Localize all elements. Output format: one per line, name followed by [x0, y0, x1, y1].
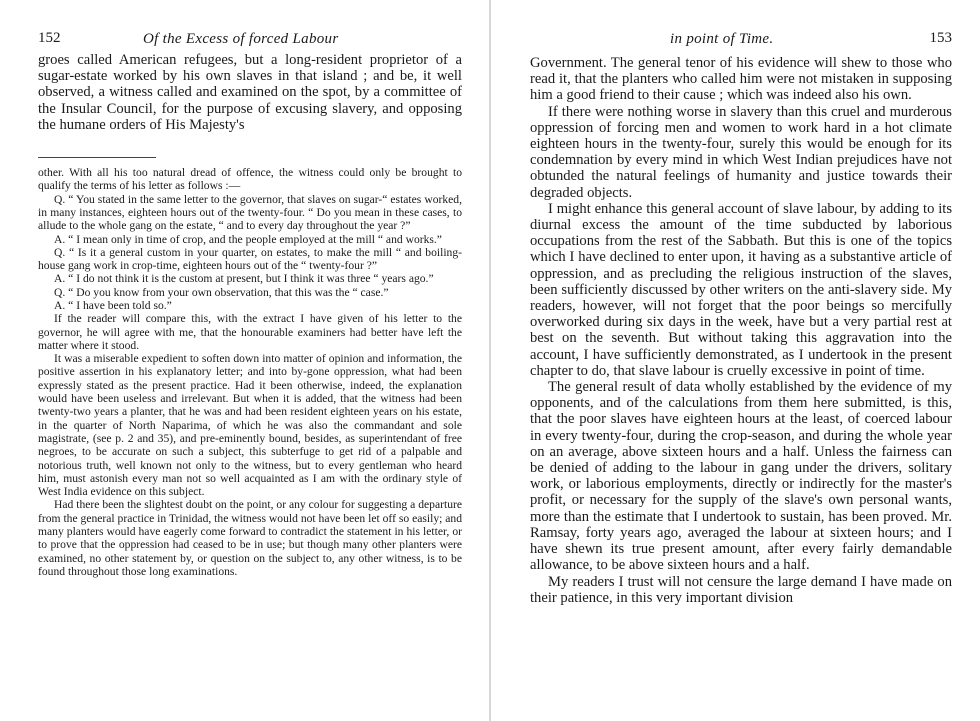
- footnote-question: Q. “ Is it a general custom in your quarter, on estates, to make the mill “ and boiling-house gang work in crop-time, eighteen hours out of the “ twenty-four ?”: [38, 245, 462, 273]
- footnote-paragraph: other. With all his too natural dread of offence, the witness could only be brought to qualify the terms of his letter as follows :—: [38, 166, 462, 193]
- paragraph: I might enhance this general account of slave labour, by adding to its diurnal excess the amount of the time subducted by laborious occupations from the rest of the Sabbath. But this is one of the topics which I have declined to enter upon, it having as a substantive article of oppression, and as precluding the religious instruction of the slaves, been sufficiently discussed by other writers on the anti-slavery side. My readers, however, will not forget that the poor beings so mercifully overworked during six days in the week, have but a very partial rest at best on the seventh. But without taking this aggravation into the account, I have sufficiently demonstrated, as I undertook in the present chapter to do, that slave labour is cruelly excessive in point of time.: [530, 200, 952, 379]
- running-head: in point of Time.: [670, 31, 774, 47]
- footnote-answer: A. “ I have been told so.”: [54, 298, 172, 312]
- left-page-header: [38, 30, 462, 52]
- page-number: 152: [38, 30, 61, 46]
- footnote-paragraph: It was a miserable expedient to soften down into matter of opinion and information, the positive assertion in his explanatory letter; and into by-gone oppression, what had been expressly stated as the present practice. Had it been otherwise, indeed, the explanation would have been useless and irrelevant. But when it is added, that the witness had been twenty-two years a planter, that he was and had been resident eighteen years on his estate, in the quarter of North Naparima, of which he was also the commandant and sole magistrate, (see p. 2 and 35), and pre-eminently bound, besides, as superintendant of free negroes, to be accurate on such a subject, this subterfuge to get rid of a palpable and notorious truth, well known not only to the witness, but to every gentleman who heard him, must astonish every man not so well acquainted as I am with the ordinary style of West India evidence on this subject.: [38, 352, 462, 499]
- right-body-text: [530, 55, 952, 606]
- right-page-header: [530, 30, 952, 52]
- paragraph: Government. The general tenor of his evidence will shew to those who read it, that the planters who called him were not mistaken in supposing him a good friend to their cause ; which was indeed also his own.: [530, 55, 952, 104]
- footnote-rule: [38, 157, 156, 158]
- footnote-question: Q. “ You stated in the same letter to the governor, that slaves on sugar-“ estates worked, in many instances, eighteen hours out of the twenty-four. “ Do you mean in these cases, to allude to the whole gang on the estate, “ and to every day throughout the year ?”: [38, 192, 462, 233]
- footnote-paragraph: If the reader will compare this, with the extract I have given of his letter to the governor, he will agree with me, that the honourable examiners had better have left the matter where it stood.: [38, 312, 462, 352]
- footnote: [38, 166, 462, 578]
- paragraph: groes called American refugees, but a long-resident proprietor of a sugar-estate worked by his own slaves in that island ; and be, it well observed, a witness called and examined on the spot, by a committee of the Insular Council, for the purpose of excusing slavery, and opposing the humane orders of His Majesty's: [38, 52, 462, 133]
- footnote-answer: A. “ I do not think it is the custom at present, but I think it was three “ years ago.”: [54, 272, 434, 286]
- paragraph: The general result of data wholly established by the evidence of my opponents, and of the calculations from them here submitted, is this, that the poor slaves have eighteen hours at the least, of coerced labour in every twenty-four, during the crop-season, and during the whole year on an average, above sixteen hours and a half. Unless the fairness can be denied of adding to the labour in gang under the drivers, solitary work, or laborious employments, directly or indirectly for the master's profit, or necessary for the supply of the slave's own personal wants, more than the estimate that I undertook to sustain, has been proved. Mr. Ramsay, forty years ago, averaged the labour at sixteen hours; and I have shewn its true present amount, after every fairly demandable allowance, to be above sixteen hours and a half.: [530, 379, 952, 574]
- paragraph: If there were nothing worse in slavery than this cruel and murderous oppression of forcing men and women to work hard in a hot climate eighteen hours in the twenty-four, surely this would be enough for its condemnation by every mind in which West Indian prejudices have not obtunded the natural feelings of humanity and justice towards their degraded objects.: [530, 103, 952, 201]
- footnote-question: Q. “ Do you know from your own observation, that this was the “ case.”: [54, 285, 389, 299]
- running-head: Of the Excess of forced Labour: [143, 31, 339, 47]
- footnote-answer: A. “ I mean only in time of crop, and the people employed at the mill “ and works.”: [54, 232, 442, 246]
- page-number: 153: [929, 30, 952, 46]
- right-page: [490, 0, 980, 721]
- footnote-paragraph: Had there been the slightest doubt on the point, or any colour for suggesting a departure from the general practice in Trinidad, the witness would not have been let off so easily; and many planters would have eagerly come forward to contradict the statement in his letter, or to prove that the oppression had ceased to be in use; but though many other planters were examined, no other statement by, or question on the subject to, any other witness, is to be found throughout those long examinations.: [38, 498, 462, 578]
- paragraph: My readers I trust will not censure the large demand I have made on their patience, in this very important division: [530, 573, 952, 606]
- left-body-text: [38, 52, 462, 133]
